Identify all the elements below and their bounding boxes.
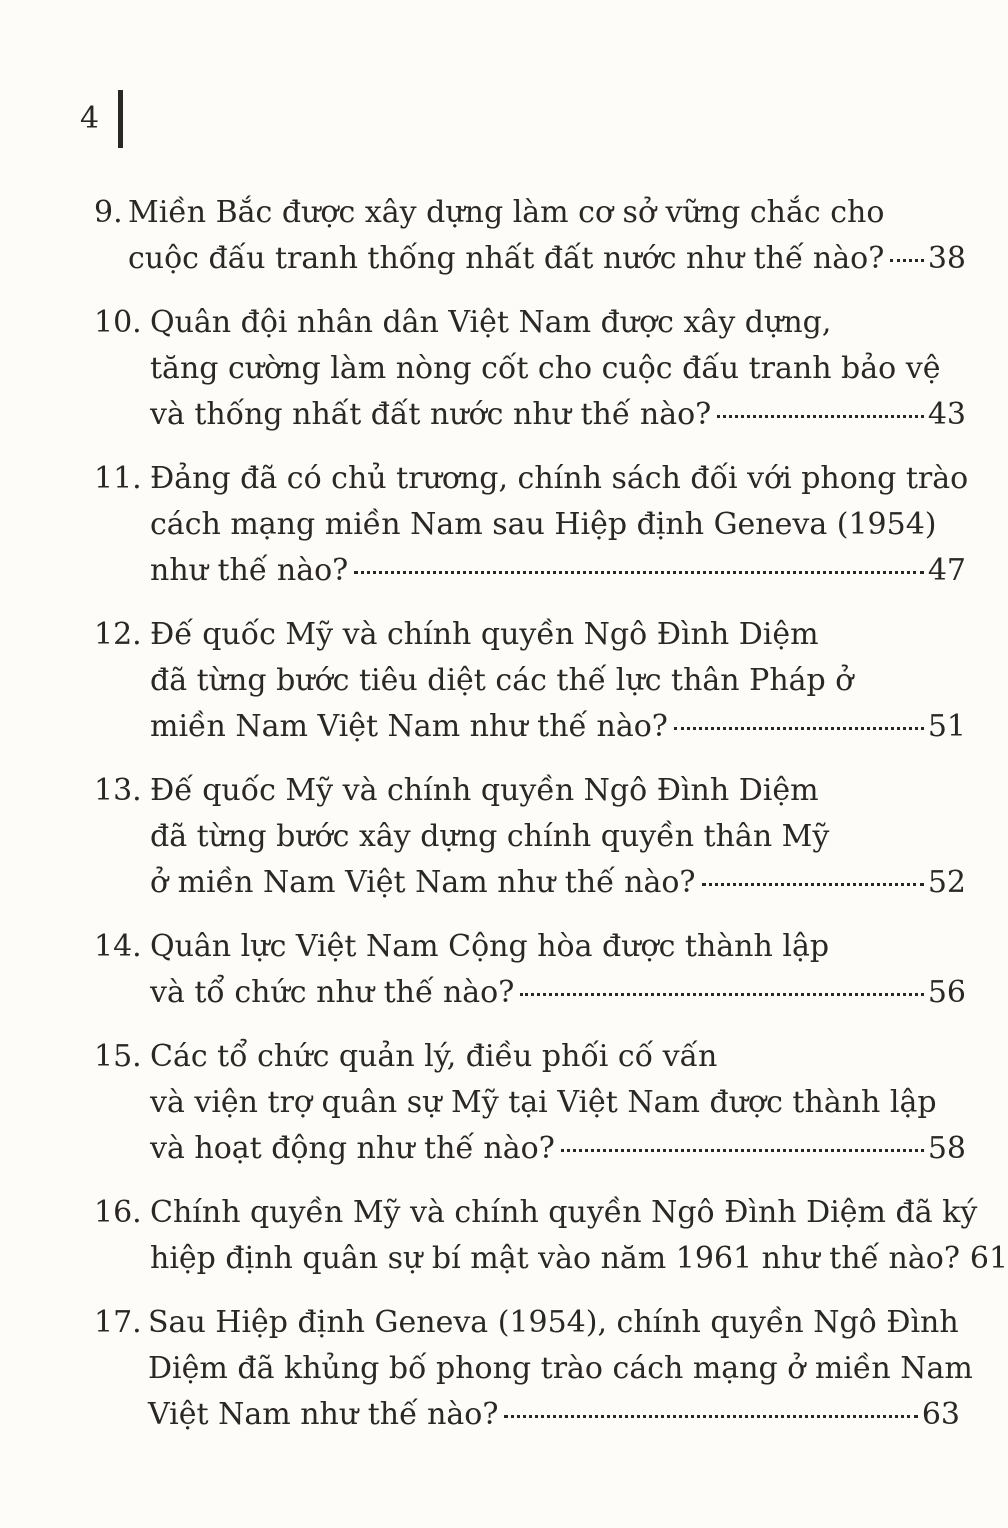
toc-entry-number: 16. — [94, 1195, 142, 1230]
toc-page-number: 58 — [927, 1131, 966, 1166]
toc-entry-last-line — [0, 392, 966, 438]
toc-entry-last-line — [0, 860, 966, 906]
toc-entry-title-line: Quân đội nhân dân Việt Nam được xây dựng, — [150, 305, 832, 340]
toc-entry-title-line: ở miền Nam Việt Nam như thế nào? — [150, 865, 696, 900]
toc-entry-last-line — [0, 1236, 1008, 1282]
toc-page-number: 51 — [927, 709, 966, 744]
toc-page-number: 61 — [969, 1241, 1008, 1276]
toc-entry-number: 11. — [94, 461, 142, 496]
toc-entry-last-line — [0, 1392, 960, 1438]
toc-entry-last-line — [0, 704, 966, 750]
toc-entry-last-line — [0, 548, 966, 594]
toc-entry-9[interactable] — [0, 190, 1000, 282]
toc-entry-16[interactable] — [0, 1190, 1008, 1282]
toc-entry-title-line: cách mạng miền Nam sau Hiệp định Geneva (1954) — [150, 507, 937, 542]
toc-entry-number: 12. — [94, 617, 142, 652]
toc-entry-title-line: Miền Bắc được xây dựng làm cơ sở vững chắc cho — [128, 195, 885, 230]
toc-entry-12[interactable] — [0, 612, 1000, 750]
toc-page-number: 63 — [921, 1397, 960, 1432]
dot-leader — [354, 571, 924, 574]
toc-entry-title-line: Quân lực Việt Nam Cộng hòa được thành lập — [150, 929, 830, 964]
toc-page-number: 56 — [927, 975, 966, 1010]
toc-entry-last-line — [0, 970, 966, 1016]
toc-entry-11[interactable] — [0, 456, 1000, 594]
toc-entry-last-line — [0, 1126, 966, 1172]
toc-entry-17[interactable] — [0, 1300, 1000, 1438]
dot-leader — [504, 1415, 917, 1418]
toc-entry-number: 15. — [94, 1039, 142, 1074]
dot-leader — [674, 727, 924, 730]
toc-entry-title-line: Đảng đã có chủ trương, chính sách đối với phong trào — [150, 461, 969, 496]
toc-page-number: 52 — [927, 865, 966, 900]
toc-entry-title-line: Chính quyền Mỹ và chính quyền Ngô Đình Diệm đã ký — [150, 1195, 978, 1230]
toc-entry-number: 10. — [94, 305, 142, 340]
toc-entry-title-line: và viện trợ quân sự Mỹ tại Việt Nam được thành lập — [150, 1085, 937, 1120]
toc-entry-last-line — [0, 236, 966, 282]
toc-page-number: 43 — [927, 397, 966, 432]
toc-entry-title-line: tăng cường làm nòng cốt cho cuộc đấu tranh bảo vệ — [150, 351, 941, 386]
toc-entry-number: 9. — [94, 195, 123, 230]
dot-leader — [717, 415, 924, 418]
toc-entry-13[interactable] — [0, 768, 1000, 906]
table-of-contents — [0, 190, 1008, 1456]
dot-leader — [520, 993, 923, 996]
toc-entry-10[interactable] — [0, 300, 1000, 438]
toc-entry-title-line: và hoạt động như thế nào? — [150, 1131, 555, 1166]
toc-entry-title-line: đã từng bước xây dựng chính quyền thân Mỹ — [150, 819, 830, 854]
dot-leader — [890, 259, 924, 262]
toc-entry-title-line: cuộc đấu tranh thống nhất đất nước như thế nào? — [128, 241, 885, 276]
toc-entry-title-line: Sau Hiệp định Geneva (1954), chính quyền Ngô Đình — [148, 1305, 959, 1340]
toc-entry-title-line: Đế quốc Mỹ và chính quyền Ngô Đình Diệm — [150, 773, 819, 808]
toc-entry-15[interactable] — [0, 1034, 1000, 1172]
page-number: 4 — [80, 101, 100, 136]
toc-entry-number: 17. — [94, 1305, 142, 1340]
dot-leader — [561, 1149, 924, 1152]
toc-entry-title-line: và tổ chức như thế nào? — [150, 975, 515, 1010]
toc-entry-title-line: Diệm đã khủng bố phong trào cách mạng ở miền Nam — [148, 1351, 973, 1386]
toc-entry-title-line: và thống nhất đất nước như thế nào? — [150, 397, 712, 432]
toc-entry-number: 13. — [94, 773, 142, 808]
toc-entry-title-line: hiệp định quân sự bí mật vào năm 1961 như thế nào? — [150, 1241, 960, 1276]
toc-page-number: 47 — [927, 553, 966, 588]
header-rule — [118, 90, 123, 148]
toc-entry-14[interactable] — [0, 924, 1000, 1016]
toc-entry-title-line: Đế quốc Mỹ và chính quyền Ngô Đình Diệm — [150, 617, 819, 652]
toc-entry-title-line: Việt Nam như thế nào? — [148, 1397, 499, 1432]
toc-entry-title-line: Các tổ chức quản lý, điều phối cố vấn — [150, 1039, 718, 1074]
toc-entry-title-line: miền Nam Việt Nam như thế nào? — [150, 709, 668, 744]
toc-page-number: 38 — [927, 241, 966, 276]
toc-entry-number: 14. — [94, 929, 142, 964]
toc-entry-title-line: như thế nào? — [150, 553, 349, 588]
dot-leader — [702, 883, 924, 886]
toc-entry-title-line: đã từng bước tiêu diệt các thế lực thân Pháp ở — [150, 663, 854, 698]
